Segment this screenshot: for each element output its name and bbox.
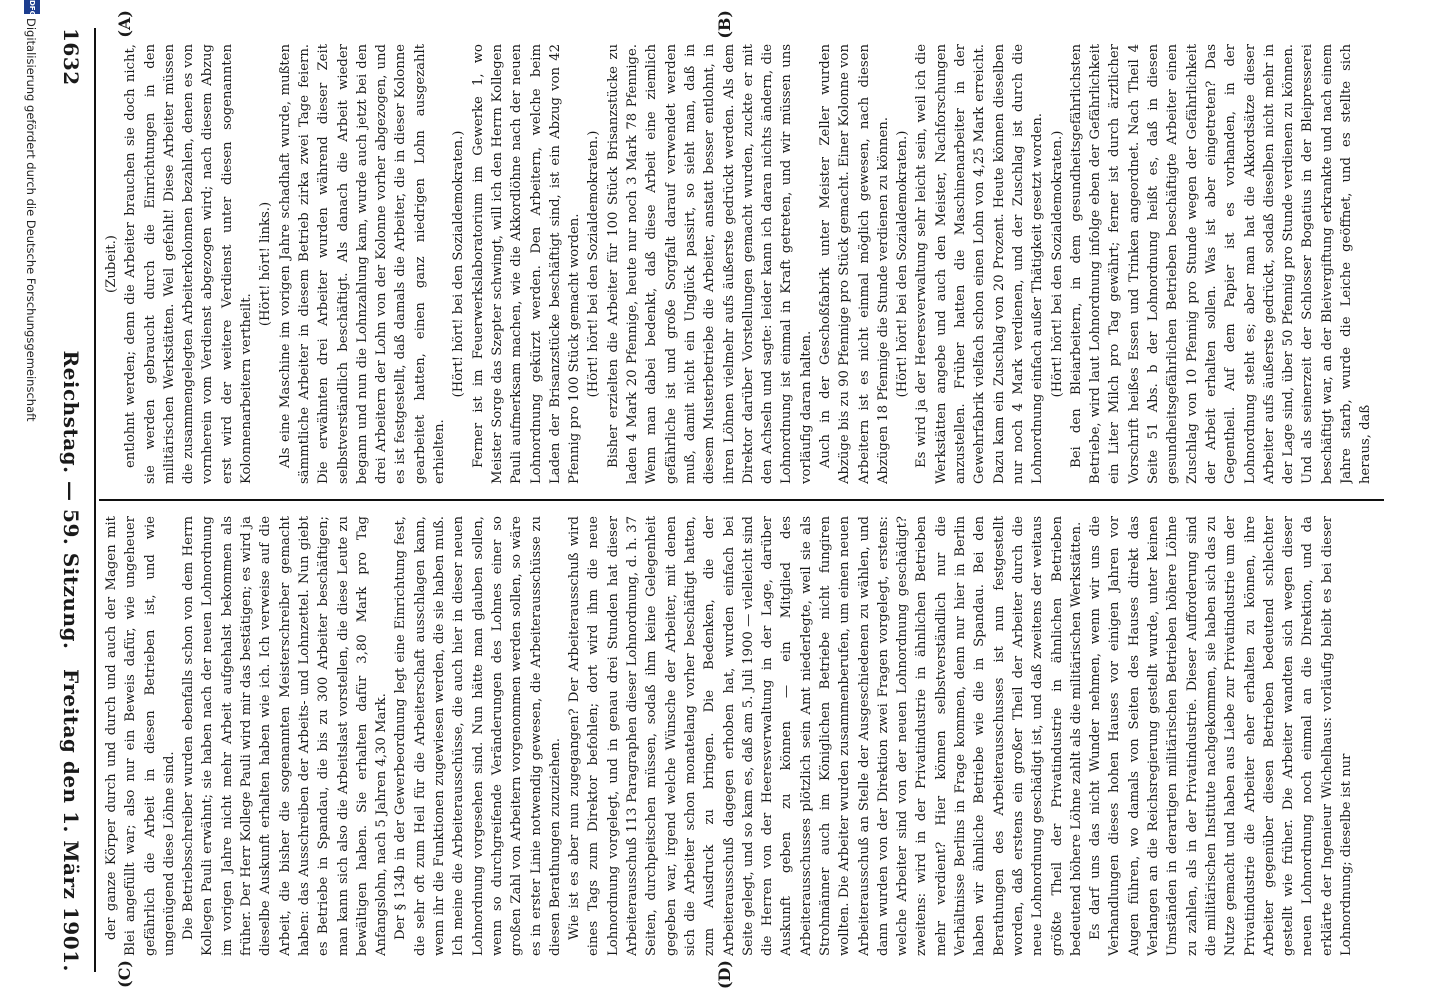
interjection: (Hört! hört! bei den Sozialdemokraten.) — [586, 130, 602, 398]
header-rule — [94, 28, 96, 972]
session-date: Freitag den 1. März 1901. — [59, 669, 83, 972]
interjection: (Hört! hört! bei den Sozialdemokraten.) — [1049, 130, 1065, 398]
interjection: (Hört! hört! bei den Sozialdemokraten.) — [895, 130, 911, 398]
paragraph: Der § 134b in der Gewerbeordnung legt eine Einrichtung fest, die sehr oft zum Heil für die Arbeiterschaft ausschlagen kann, wenn ihr die Funktionen zugewiesen werden, die sie haben muß. Ich meine die Arbeiterausschüsse, die auch hier in dieser neuen Lohnordnung vorgesehen sind. Nun hätte man glauben sollen, wenn so durchgreifende Veränderungen des Lohnes einer so großen Zahl von Arbeitern vorgenommen werden sollen, so wäre es in erster Linie notwendig gewesen, die Arbeiterausschüsse zu diesen Berathungen zuzuziehen. — [393, 516, 563, 956]
session-title: Reichstag. — 59. Sitzung. — [59, 350, 83, 650]
page-header — [51, 28, 89, 972]
paragraph: Als eine Maschine im vorigen Jahre schadhaft wurde, mußten sämmtliche Arbeiter in diesem Betrieb zirka zwei Tage feiern. Die erwähnten drei Arbeiter wurden während dieser Zeit selbstverständlich beschäftigt. Als danach die Arbeit wieder begann und nun die Lohnzahlung kam, wurde auch jetzt bei den drei Arbeitern der Lohn von der Kolonne vorher abgezogen, und es ist festgestellt, daß damals die Arbeiter, die in dieser Kolonne gearbeitet hatten, einen ganz niedrigen Lohn ausgezahlt erhielten. — [277, 44, 448, 484]
paragraph: der ganze Körper durch und durch und auch der Magen mit Blei angefüllt war; also nur ein Beweis dafür, wie ungeheuer gefährlich die Arbeit in diesen Betrieben ist, und wie ungenügend diese Löhne sind. — [104, 516, 177, 956]
paragraph: Die Betriebsschreiber wurden ebenfalls schon von dem Herrn Kollegen Pauli erwähnt; sie haben nach der neuen Lohnordnung im vorigen Jahre nicht mehr Arbeit aufgehalst bekommen als früher. Der Herr Kollege Pauli wird mir das bestätigen; es wird ja dieselbe Auskunft erhalten haben wie ich. Ich verweise auf die Arbeit, die bisher die sogenannten Meisterschreiber gemacht haben: das Ausschreiben der Arbeits- und Lohnzettel. Nun giebt es Betriebe in Spandau, die bis zu 300 Arbeiter beschäftigen; man kann sich also die Arbeitslast vorstellen, die diese Leute zu bewältigen haben. Sie erhalten dafür 3,80 Mark pro Tag Anfangslohn, nach 5 Jahren 4,30 Mark. — [181, 516, 390, 956]
column-separator — [99, 499, 1384, 501]
margin-marker-d: (D) — [715, 960, 734, 990]
text-column-right — [102, 516, 1382, 956]
interjection: (Hört! hört! links.) — [258, 201, 274, 327]
margin-marker-b: (B) — [715, 10, 734, 39]
footer — [10, 0, 50, 1000]
paragraph: Es darf uns das nicht Wunder nehmen, wenn wir uns die Verhandlungen dieses hohen Hauses vor einigen Jahren vor Augen führen, wo damals von Seiten des Hauses direkt das Verlangen an die Reichsregierung gestellt wurde, unter keinen Umständen in derartigen militärischen Betrieben höhere Löhne zu zahlen, als in der Privatindustrie. Dieser Aufforderung sind die militärischen Institute nachgekommen, sie haben sich das zu Nutze gemacht und haben aus Liebe zur Privatindustrie um der Privatindustrie die Arbeiter eher erhalten zu können, ihre Arbeiter gegenüber diesen Betrieben bedeutend schlechter gestellt wie früher. Die Arbeiter wandten sich wegen dieser neuen Lohnordnung noch einmal an die Direktion, und da erklärte der Ingenieur Wichelhaus: vorläufig bleibt es bei dieser Lohnordnung; dieselbe ist nur — [1088, 516, 1354, 956]
dfg-logo: DFG — [24, 0, 40, 14]
interjection: (Hört! hört! bei den Sozialdemokraten.) — [451, 130, 467, 398]
paragraph: Bei den Bleiarbeitern, in dem gesundheitsgefährlichsten Betriebe, wird laut Lohnordnung infolge eben der Gefährlichkeit ein Liter Milch pro Tag gewährt; ferner ist durch ärztlicher Vorschrift heißes Essen und Trinken angeordnet. Nach Theil 4 Seite 51 Abs. b der Lohnordnung heißt es, daß in diesen gesundheitsgefährlichen Betrieben beschäftigte Arbeiter einen Zuschlag von 10 Pfennig pro Stunde wegen der Gefährlichkeit der Arbeit erhalten sollen. Was ist aber eingetreten? Das Gegentheil. Auf dem Papier ist es vorhanden, in der Lohnordnung steht es; aber man hat die Akkordsätze dieser Arbeiter aufs äußerste gedrückt, sodaß dieselben nicht mehr in der Lage sind, über 50 Pfennig pro Stunde verdienen zu können. Und als seinerzeit der Schlosser Bogatius in der Bleipresserei beschäftigt war, an der Bleivergiftung erkrankte und nach einem Jahre starb, wurde die Leiche geöffnet, und es stellte sich heraus, daß — [1068, 44, 1374, 484]
paragraph: Es wird ja der Heeresverwaltung sehr leicht sein, weil ich die Werkstätten angebe und auch den Meister, Nachforschungen anzustellen. Früher hatten die Maschinenarbeiter in der Gewehrfabrik vielfach schon einen Lohn von 4,25 Mark erreicht. Dazu kam ein Zuschlag von 20 Prozent. Heute können dieselben nur noch 4 Mark verdienen, und der Zuschlag ist durch die Lohnordnung einfach außer Thätigkeit gesetzt worden. — [914, 44, 1046, 484]
paragraph: entlohnt werden; denn die Arbeiter brauchen sie doch nicht, sie werden gebraucht durch die Einrichtungen in den militärischen Werkstätten. Weil gefehlt! Diese Arbeiter müssen die zusammengelegten Arbeiterkolonnen bezahlen, denen es von vornherein vom Verdienst abgezogen wird; nach diesem Abzug erst wird der weitere Verdienst unter diesen sogenannten Kolonnenarbeitern vertheilt. — [123, 44, 255, 484]
margin-marker-c: (C) — [115, 960, 134, 988]
paragraph: Ferner ist im Feuerwerkslaboratorium im Gewerke 1, wo Meister Sorge das Szepter schwingt, will ich den Herrn Kollegen Pauli aufmerksam machen, wie die Akkordlöhne nach der neuen Lohnordnung gekürzt werden. Den Arbeitern, welche beim Laden der Brisanzstücke beschäftigt sind, ist ein Abzug von 42 Pfennig pro 100 Stück gemacht worden. — [470, 44, 583, 484]
interjection: (Zubeit.) — [104, 235, 119, 293]
paragraph: Auch in der Geschoßfabrik unter Meister Zeller wurden Abzüge bis zu 90 Pfennige pro Stück gemacht. Einer Kolonne von Arbeitern ist es nicht einmal möglich gewesen, nach diesen Abzügen 18 Pfennige die Stunde verdienen zu können. — [817, 44, 891, 484]
margin-marker-a: (A) — [115, 10, 134, 38]
paragraph: Bisher erzielten die Arbeiter für 100 Stück Brisanzstücke zu laden 4 Mark 20 Pfennige, heute nur noch 3 Mark 78 Pfennige. Wenn man dabei bedenkt, daß diese Arbeit eine ziemlich gefährliche ist und große Sorgfalt darauf verwendet werden muß, damit nicht ein Unglück passirt, so sieht man, daß in diesem Musterbetriebe die Arbeiter, anstatt besser entlohnt, in ihren Löhnen vielmehr aufs äußerste gedrückt werden. Als dem Direktor darüber Vorstellungen gemacht wurden, zuckte er mit den Achseln und sagte: leider kann ich daran nichts ändern, die Lohnordnung ist einmal in Kraft getreten, und wir müssen uns vorläufig daran halten. — [605, 44, 814, 484]
paragraph: Wie ist es aber nun zugegangen? Der Arbeiterausschuß wird eines Tags zum Direktor befohlen; dort wird ihm die neue Lohnordnung vorgelegt, und in genau drei Stunden hat dieser Arbeiterausschuß 113 Paragraphen dieser Lohnordnung, d. h. 37 Seiten, durchpeitschen müssen, sodaß ihm keine Gelegenheit gegeben war, irgend welche Wünsche der Arbeiter, mit denen sich die Arbeiter schon monatelang vorher beschäftigt hatten, zum Ausdruck zu bringen. Die Bedenken, die der Arbeiterausschuß dagegen erhoben hat, wurden einfach bei Seite gelegt, und so kam es, daß am 5. Juli 1900 — vielleicht sind die Herren von der Heeresverwaltung in der Lage, darüber Auskunft geben zu können — ein Mitglied des Arbeiterausschusses plötzlich sein Amt niederlegte, weil sie als Strohmänner auch im Königlichen Betriebe nicht fungiren wollten. Die Arbeiter wurden zusammenberufen, um einen neuen Arbeiterausschuß an Stelle der Ausgeschiedenen zu wählen, und dann wurden von der Direktion zwei Fragen vorgelegt, erstens: welche Arbeiter sind von der neuen Lohnordnung geschädigt? zweitens: wird in der Privatindustrie in ähnlichen Betrieben mehr verdient? Hier können selbstverständlich nur die Verhältnisse Berlins in Frage kommen, denn nur hier in Berlin haben wir ähnliche Betriebe wie die in Spandau. Bei den Berathungen des Arbeiterausschusses ist nun festgestellt worden, daß erstens ein großer Theil der Arbeiter durch die neue Lohnordnung geschädigt ist, und daß zweitens der weitaus größte Theil der Privatindustrie in ähnlichen Betrieben bedeutend höhere Löhne zahlt als die militärischen Werkstätten. — [567, 516, 1084, 956]
page-number: 1632 — [59, 28, 83, 86]
text-column-left — [102, 44, 1382, 484]
digitization-credit: Digitalisierung gefördert durch die Deutsche Forschungsgemeinschaft — [24, 18, 38, 422]
